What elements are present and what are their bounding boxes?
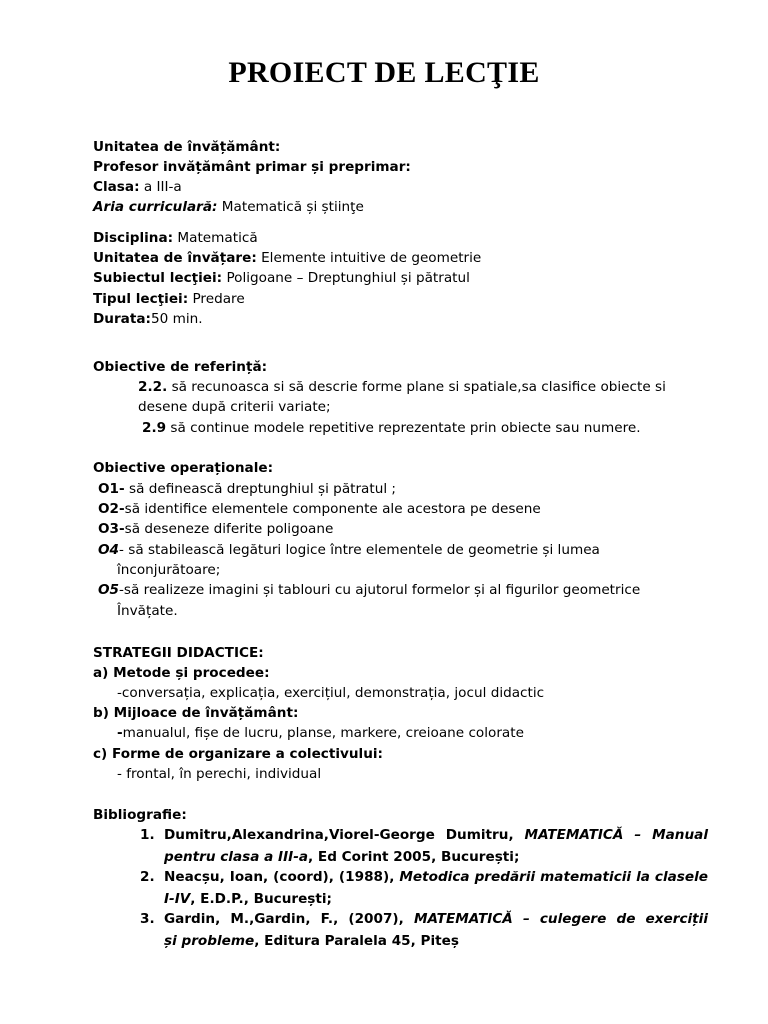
obiective-referinta-heading: Obiective de referință: [93, 359, 268, 375]
obj-ref-text: să recunoasca si să descrie forme plane si spatiale,sa clasifice obiecte si [167, 379, 666, 395]
metode-label: a) Metode și procedee: [93, 665, 270, 681]
clasa-value: a III-a [139, 179, 182, 195]
unitate-invatare-value: Elemente intuitive de geometrie [256, 250, 482, 266]
page-title: PROIECT DE LECŢIE [228, 56, 540, 89]
obj-op-text-cont: înconjurătoare; [117, 562, 221, 578]
disciplina-label: Disciplina: [93, 230, 174, 246]
obj-ref-item [138, 377, 666, 397]
unitate-invatare-label: Unitatea de învățare: [93, 250, 257, 266]
subiect-label: Subiectul lecţiei: [93, 270, 223, 286]
obj-op-text: să definească dreptunghiul și pătratul ; [124, 481, 397, 497]
subiect-row [93, 268, 470, 288]
bib-line: și probleme, Editura Paralela 45, Piteș [164, 933, 459, 949]
bib-number: 1. [140, 827, 155, 843]
obj-op-code: O2- [98, 501, 125, 517]
mijloace-dash: - [117, 725, 123, 741]
durata-row [93, 309, 203, 329]
mijloace-label: b) Mijloace de învățământ: [93, 705, 299, 721]
obj-op-item [98, 540, 600, 560]
obj-op-text: să identifice elementele componente ale acestora pe desene [124, 501, 541, 517]
disciplina-row [93, 228, 258, 248]
mijloace-value: manualul, fișe de lucru, planse, markere, creioane colorate [122, 725, 524, 741]
forme-value: - frontal, în perechi, individual [117, 766, 322, 782]
clasa-row [93, 177, 182, 197]
tipul-value: Predare [188, 291, 245, 307]
bib-line: I-IV, E.D.P., București; [164, 891, 332, 907]
bib-line: Gardin, M.,Gardin, F., (2007), MATEMATICĂ – culegere de exerciții [164, 911, 708, 927]
bib-line: Neacșu, Ioan, (coord), (1988), Metodica predării matematicii la clasele [164, 869, 708, 885]
obj-op-item [98, 499, 541, 519]
obj-op-code: O1- [98, 481, 125, 497]
obj-op-code: O4 [98, 542, 120, 558]
profesor-row [93, 157, 411, 177]
bib-number: 2. [140, 869, 155, 885]
obj-ref-code: 2.2. [138, 379, 168, 395]
bib-number: 3. [140, 911, 155, 927]
aria-row [93, 197, 364, 217]
obj-ref-text: să continue modele repetitive reprezentate prin obiecte sau numere. [166, 420, 641, 436]
strategii-heading: STRATEGII DIDACTICE: [93, 645, 264, 661]
aria-value: Matematică și știinţe [217, 199, 364, 215]
metode-value: -conversația, explicația, exercițiul, demonstrația, jocul didactic [117, 685, 545, 701]
unitate-row [93, 137, 280, 157]
forme-label: c) Forme de organizare a colectivului: [93, 746, 383, 762]
aria-label: Aria curriculară: [93, 199, 218, 215]
durata-value: 50 min. [150, 311, 203, 327]
mijloace-row [117, 723, 524, 743]
bib-line: Dumitru,Alexandrina,Viorel-George Dumitru, MATEMATICĂ – Manual [164, 827, 708, 843]
subiect-value: Poligoane – Dreptunghiul și pătratul [222, 270, 470, 286]
obj-op-item [98, 580, 640, 600]
obj-op-text-cont: Învățate. [117, 603, 178, 619]
bib-line: pentru clasa a III-a, Ed Corint 2005, București; [164, 849, 520, 865]
obj-ref-item [142, 418, 641, 438]
disciplina-value: Matematică [173, 230, 258, 246]
obj-ref-code: 2.9 [142, 420, 167, 436]
obj-op-code: O5 [98, 582, 120, 598]
obj-op-text: -să realizeze imagini și tablouri cu ajutorul formelor și al figurilor geometrice [119, 582, 641, 598]
obj-op-item [98, 479, 396, 499]
obj-op-text: - să stabilească legături logice între elementele de geometrie și lumea [119, 542, 600, 558]
bibliografie-heading: Bibliografie: [93, 807, 187, 823]
unitate-label: Unitatea de învățământ: [93, 139, 281, 155]
tipul-label: Tipul lecţiei: [93, 291, 189, 307]
durata-label: Durata: [93, 311, 151, 327]
obiective-operationale-heading: Obiective operaționale: [93, 460, 274, 476]
unitate-invatare-row [93, 248, 481, 268]
obj-op-text: să deseneze diferite poligoane [124, 521, 334, 537]
obj-op-item [98, 519, 333, 539]
tipul-row [93, 289, 245, 309]
clasa-label: Clasa: [93, 179, 140, 195]
obj-op-code: O3- [98, 521, 125, 537]
profesor-label: Profesor invățământ primar și preprimar: [93, 159, 411, 175]
obj-ref-text-cont: desene după criterii variate; [138, 399, 331, 415]
